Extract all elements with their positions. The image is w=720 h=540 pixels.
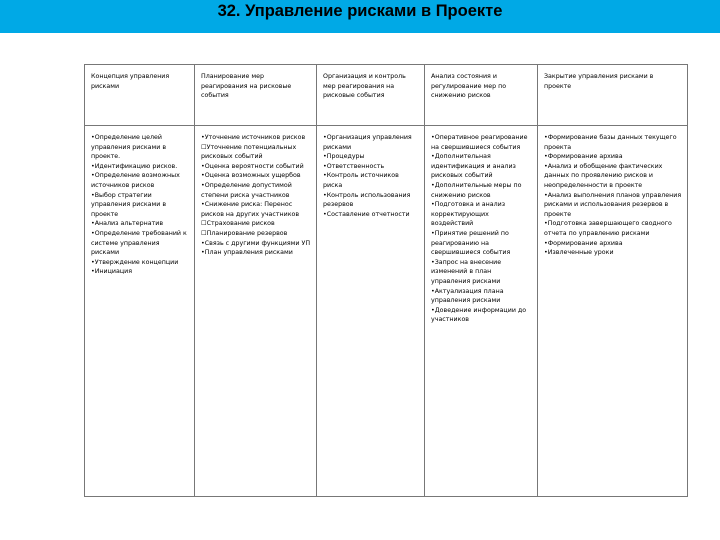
list-item: •Доведение информации до участников: [431, 306, 527, 324]
list-item: •Формирование архива: [544, 239, 623, 247]
list-item: •Определение целей управления рисками в проекте.: [91, 134, 167, 161]
list-item: •Контроль источников риска: [323, 172, 399, 189]
list-item: •Дополнительные меры по снижению рисков: [431, 181, 522, 199]
list-item: •Подготовка завершающего сводного отчета по управлению рисками: [544, 220, 672, 237]
list-item: •Оперативное реагирование на свершившиеся события: [431, 134, 528, 151]
body-cell-concept: [85, 126, 195, 497]
list-item: ☐Уточнение потенциальных рисковых событий: [201, 143, 297, 161]
risk-management-table: [84, 64, 688, 497]
list-item: •Определение требований к системе управления рисками: [91, 229, 187, 257]
list-item: •Контроль использования резервов: [323, 191, 411, 209]
list-item: •Дополнительная идентификация и анализ рисковых событий: [431, 153, 516, 180]
list-item: •Определение допустимой степени риска участников: [201, 181, 292, 199]
list-item: •План управления рисками: [201, 249, 293, 257]
body-cell-organization: [317, 126, 425, 497]
list-item: •Организация управления рисками: [323, 134, 412, 151]
slide-title: 32. Управление рисками в Проекте: [217, 2, 503, 20]
list-item: •Подготовка и анализ корректирующих воздействий: [431, 201, 506, 228]
header-cell-closing: Закрытие управления рисками в проекте: [538, 65, 688, 126]
list-item: •Анализ альтернатив: [91, 220, 164, 228]
table-body-row: [85, 126, 688, 497]
list-item: •Формирование базы данных текущего проекта: [544, 134, 677, 151]
list-item: •Оценка возможных ущербов: [201, 172, 301, 180]
list-item: •Запрос на внесение изменений в план управления рисками: [431, 258, 502, 285]
list-item: ☐Планирование резервов: [201, 229, 288, 237]
body-cell-closing: [538, 126, 688, 497]
list-item: •Принятие решений по реагированию на свершившиеся события: [431, 229, 511, 257]
table-header-row: [85, 65, 688, 126]
list-item: •Идентификацию рисков.: [91, 162, 178, 170]
list-item: •Процедуры: [323, 153, 365, 161]
list-item: •Уточнение источников рисков: [201, 134, 306, 141]
list-item: •Извлеченные уроки: [544, 249, 614, 257]
list-item: •Инициация: [91, 268, 133, 276]
list-item: •Актуализация плана управления рисками: [431, 287, 504, 305]
list-item: •Утверждение концепции: [91, 258, 179, 266]
header-cell-planning: Планирование мер реагирования на рисковые события: [195, 65, 317, 126]
list-item: •Анализ и обобщение фактических данных по проявлению рисков и неопределенности в проекте: [544, 162, 663, 189]
list-item: ☐Страхование рисков: [201, 220, 275, 228]
list-item: •Оценка вероятности событий: [201, 162, 304, 170]
list-item: •Составление отчетности: [323, 210, 410, 218]
list-item: •Снижение риска: Перенос рисков на других участников: [201, 201, 300, 218]
list-item: •Формирование архива: [544, 153, 623, 161]
header-cell-analysis: Анализ состояния и регулирование мер по снижению рисков: [425, 65, 538, 126]
list-item: •Выбор стратегии управления рисками в проекте: [91, 191, 167, 218]
body-cell-planning: [195, 126, 317, 497]
list-item: •Ответственность: [323, 162, 385, 170]
header-cell-organization: Организация и контроль мер реагирования на рисковые события: [317, 65, 425, 126]
body-cell-analysis: [425, 126, 538, 497]
list-item: •Анализ выполнения планов управления рисками и использования резервов в проекте: [544, 191, 682, 218]
header-cell-concept: Концепция управления рисками: [85, 65, 195, 126]
list-item: •Определение возможных источников рисков: [91, 172, 180, 189]
list-item: •Связь с другими функциями УП: [201, 239, 311, 247]
